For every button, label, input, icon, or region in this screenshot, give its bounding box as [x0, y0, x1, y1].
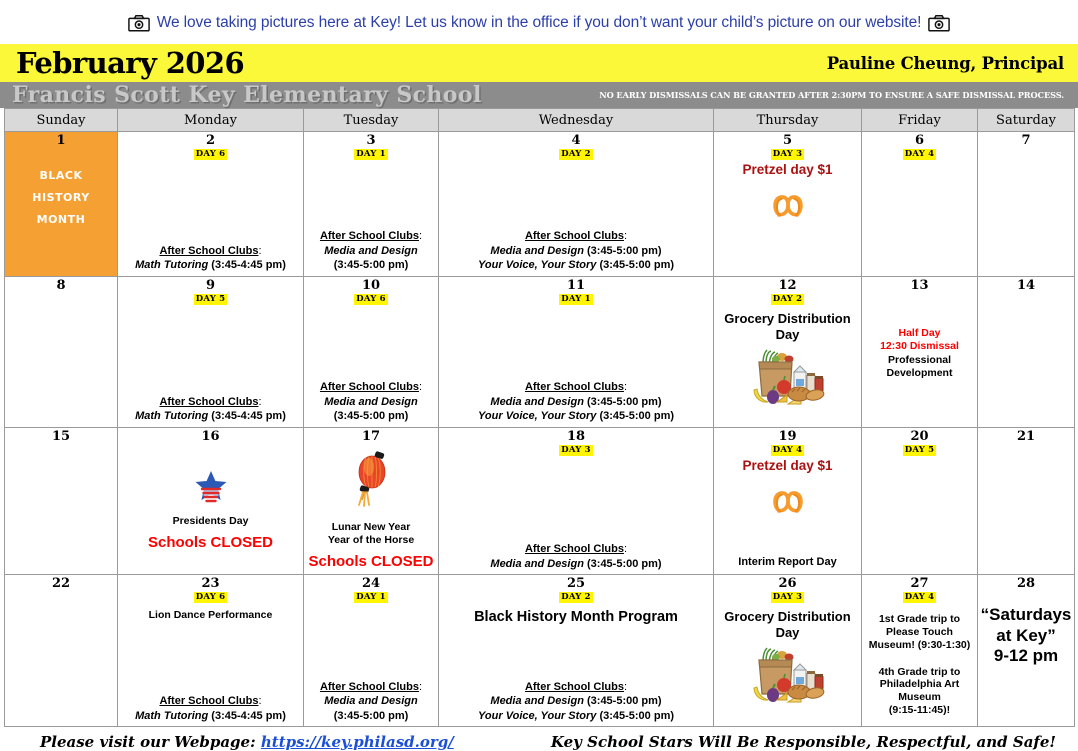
page-title: February 2026 — [16, 45, 245, 80]
pretzel-day-label: Pretzel day $1 — [742, 161, 833, 177]
calendar-day-cell-20[interactable] — [862, 428, 978, 575]
club-time: (3:45-5:00 pm) — [333, 410, 409, 423]
pretzel-icon — [771, 190, 805, 225]
camera-icon — [128, 14, 150, 32]
event-label: Lion Dance Performance — [148, 609, 273, 622]
day-number: 22 — [51, 576, 71, 592]
after-school-clubs-heading: After School Clubs — [524, 230, 624, 243]
clubs-colon: : — [418, 381, 423, 394]
calendar-day-cell-1[interactable] — [5, 132, 118, 277]
after-school-clubs-heading: After School Clubs — [524, 543, 624, 556]
weekday-header-row — [5, 109, 1075, 132]
day-number: 15 — [51, 429, 71, 444]
calendar-day-cell-28[interactable] — [978, 575, 1075, 727]
club-name: Media and Design — [490, 244, 584, 257]
calendar-day-cell-14[interactable] — [978, 277, 1075, 428]
calendar-day-cell-15[interactable] — [5, 428, 118, 575]
day-number: 12 — [778, 278, 797, 293]
club-entry — [121, 258, 300, 273]
day-number: 23 — [201, 576, 220, 592]
school-name: Francis Scott Key Elementary School — [12, 82, 482, 108]
calendar-day-cell-5[interactable] — [714, 132, 862, 277]
club-name: Math Tutoring — [135, 709, 209, 722]
calendar-grid — [4, 108, 1075, 727]
day-cycle-tag: DAY 3 — [772, 592, 803, 603]
day-number: 11 — [566, 278, 586, 293]
field-trip-line: Museum — [898, 691, 941, 704]
clubs-heading-row — [121, 395, 300, 410]
professional-development-label — [887, 354, 953, 380]
event-label — [328, 521, 414, 547]
half-day-line: Half Day — [898, 327, 941, 340]
after-school-clubs-heading: After School Clubs — [524, 680, 624, 693]
clubs-heading-row — [121, 694, 300, 709]
webpage-note — [40, 733, 454, 751]
bhm-line: black — [39, 165, 83, 184]
event-label: Grocery Distribution Day — [724, 310, 851, 342]
calendar-day-cell-19[interactable] — [714, 428, 862, 575]
after-school-clubs-block — [121, 244, 300, 273]
day-number: 26 — [778, 576, 797, 592]
professional-development-line: Professional — [887, 353, 952, 366]
clubs-colon: : — [623, 381, 628, 394]
calendar-day-cell-13[interactable] — [862, 277, 978, 428]
club-time: (3:45-4:45 pm) — [211, 709, 286, 722]
day-cycle-tag: DAY 5 — [195, 294, 226, 305]
club-name: Your Voice, Your Story — [477, 410, 597, 423]
day-cycle-tag: DAY 1 — [561, 294, 591, 305]
day-cycle-tag: DAY 3 — [772, 149, 803, 160]
half-day-line: 12:30 Dismissal — [880, 340, 959, 353]
interim-report-day-note: Interim Report Day — [738, 556, 837, 568]
clubs-heading-row — [307, 380, 435, 395]
event-line: Year of the Horse — [327, 534, 415, 547]
club-time: (3:45-4:45 pm) — [211, 410, 286, 423]
calendar-day-cell-7[interactable] — [978, 132, 1075, 277]
event-label: Grocery Distribution Day — [724, 609, 851, 640]
schools-closed-label: Schools CLOSED — [308, 552, 434, 570]
club-name: Math Tutoring — [135, 410, 209, 423]
month-title-bar — [0, 44, 1078, 82]
calendar-day-cell-8[interactable] — [5, 277, 118, 428]
club-time: (3:45-5:00 pm) — [333, 709, 409, 722]
calendar-day-cell-11[interactable] — [439, 277, 714, 428]
event-label — [981, 605, 1072, 666]
calendar-day-cell-24[interactable] — [304, 575, 439, 727]
after-school-clubs-block — [442, 680, 710, 724]
club-name: Media and Design — [490, 695, 584, 708]
clubs-heading-row — [307, 229, 435, 244]
calendar-day-cell-10[interactable] — [304, 277, 439, 428]
calendar-day-cell-4[interactable] — [439, 132, 714, 277]
after-school-clubs-heading: After School Clubs — [319, 381, 419, 394]
day-number: 25 — [566, 576, 586, 592]
field-trip-note — [879, 666, 961, 717]
day-cycle-tag: DAY 1 — [356, 149, 386, 160]
day-number: 9 — [205, 278, 216, 293]
school-name-bar — [0, 82, 1078, 108]
day-number: 8 — [56, 278, 66, 293]
clubs-colon: : — [258, 395, 262, 408]
day-number: 13 — [910, 278, 929, 293]
calendar-week-row — [5, 575, 1075, 727]
club-name: Media and Design — [490, 395, 584, 408]
day-number: 4 — [571, 133, 581, 148]
club-time: (3:45-5:00 pm) — [587, 395, 662, 408]
after-school-clubs-block — [442, 380, 710, 424]
day-cycle-tag: DAY 5 — [904, 445, 935, 456]
webpage-label: Please visit our Webpage: — [40, 733, 261, 751]
calendar-day-cell-6[interactable] — [862, 132, 978, 277]
club-entry — [121, 709, 300, 724]
field-trip-line: 4th Grade trip to — [878, 665, 961, 678]
after-school-clubs-heading: After School Clubs — [319, 680, 419, 693]
weekday-header-saturday: Saturday — [978, 109, 1075, 132]
clubs-heading-row — [442, 229, 710, 244]
day-cycle-tag: DAY 4 — [904, 149, 935, 160]
day-number: 5 — [782, 133, 793, 148]
after-school-clubs-block — [307, 229, 435, 273]
club-name: Your Voice, Your Story — [477, 709, 597, 722]
day-cycle-tag: DAY 6 — [356, 294, 386, 305]
weekday-header-friday: Friday — [862, 109, 978, 132]
day-number: 28 — [1016, 576, 1036, 592]
club-entry — [442, 557, 710, 572]
event-line: at Key” — [996, 625, 1056, 645]
photo-notice-banner — [0, 0, 1078, 44]
club-entry — [307, 395, 435, 424]
event-line: Lunar New Year — [331, 521, 411, 534]
page-footer — [0, 727, 1078, 751]
club-entry — [307, 244, 435, 273]
calendar-week-row — [5, 277, 1075, 428]
club-time: (3:45-5:00 pm) — [587, 695, 662, 708]
after-school-clubs-heading: After School Clubs — [159, 695, 259, 708]
calendar-day-cell-16[interactable] — [118, 428, 304, 575]
after-school-clubs-heading: After School Clubs — [319, 230, 419, 243]
club-name: Math Tutoring — [135, 259, 209, 272]
grocery-bag-icon — [751, 348, 825, 411]
club-entry — [442, 709, 710, 724]
event-line: 9-12 pm — [993, 646, 1059, 666]
day-number: 19 — [778, 429, 797, 444]
club-entry — [442, 258, 710, 273]
calendar-day-cell-12[interactable] — [714, 277, 862, 428]
field-trip-line: Museum! (9:30-1:30) — [868, 638, 971, 651]
field-trip-line: (9:15-11:45)! — [888, 703, 951, 716]
clubs-heading-row — [442, 380, 710, 395]
weekday-header-wednesday: Wednesday — [439, 109, 714, 132]
club-time: (3:45-5:00 pm) — [587, 244, 662, 257]
day-number: 27 — [910, 576, 929, 592]
club-entry — [442, 244, 710, 259]
calendar-day-cell-3[interactable] — [304, 132, 439, 277]
day-cycle-tag: DAY 6 — [195, 592, 226, 603]
clubs-colon: : — [418, 680, 423, 693]
club-time: (3:45-5:00 pm) — [587, 557, 662, 570]
event-label: Presidents Day — [172, 515, 249, 528]
field-trip-note — [869, 613, 971, 651]
clubs-colon: : — [623, 230, 628, 243]
pretzel-icon — [771, 486, 805, 521]
day-number: 1 — [56, 133, 66, 148]
calendar-day-cell-25[interactable] — [439, 575, 714, 727]
clubs-colon: : — [623, 680, 628, 693]
calendar-day-cell-27[interactable] — [862, 575, 978, 727]
day-number: 10 — [361, 278, 381, 293]
day-cycle-tag: DAY 2 — [772, 294, 803, 305]
after-school-clubs-block — [442, 229, 710, 273]
club-entry — [442, 694, 710, 709]
after-school-clubs-block — [121, 395, 300, 424]
camera-icon — [928, 14, 950, 32]
day-cycle-tag: DAY 6 — [195, 149, 226, 160]
club-entry — [121, 409, 300, 424]
calendar-day-cell-18[interactable] — [439, 428, 714, 575]
grocery-bag-icon — [751, 646, 825, 709]
calendar-day-cell-9[interactable] — [118, 277, 304, 428]
day-number: 18 — [566, 429, 586, 444]
school-motto: Key School Stars Will Be Responsible, Respectful, and Safe! — [550, 733, 1056, 751]
club-time: (3:45-4:45 pm) — [211, 259, 286, 272]
club-time: (3:45-5:00 pm) — [599, 410, 675, 423]
after-school-clubs-block — [121, 694, 300, 723]
day-number: 2 — [205, 133, 216, 148]
chinese-lantern-icon — [350, 448, 392, 515]
calendar-day-cell-23[interactable] — [118, 575, 304, 727]
weekday-header-thursday: Thursday — [714, 109, 862, 132]
field-trip-line: 1st Grade trip to — [878, 613, 961, 626]
club-entry — [442, 409, 710, 424]
clubs-heading-row — [307, 680, 435, 695]
field-trip-line: Please Touch — [886, 625, 953, 638]
club-time: (3:45-5:00 pm) — [599, 259, 675, 272]
bhm-line: month — [36, 208, 86, 227]
weekday-header-tuesday: Tuesday — [304, 109, 439, 132]
day-number: 17 — [361, 429, 381, 444]
club-name: Media and Design — [324, 395, 418, 408]
calendar-week-row — [5, 428, 1075, 575]
club-name: Your Voice, Your Story — [477, 259, 597, 272]
day-number: 14 — [1016, 278, 1036, 293]
webpage-link[interactable]: https://key.philasd.org/ — [260, 733, 454, 751]
club-entry — [307, 694, 435, 723]
club-time: (3:45-5:00 pm) — [333, 259, 409, 272]
professional-development-line: Development — [886, 366, 953, 379]
day-number: 7 — [1021, 133, 1031, 148]
day-cycle-tag: DAY 4 — [772, 445, 803, 456]
after-school-clubs-block — [307, 380, 435, 424]
clubs-colon: : — [623, 543, 628, 556]
day-number: 3 — [366, 133, 376, 148]
after-school-clubs-heading: After School Clubs — [159, 395, 259, 408]
photo-notice-text: We love taking pictures here at Key! Let us know in the office if you don’t want your child’s picture on our website! — [156, 14, 922, 31]
calendar-day-cell-2[interactable] — [118, 132, 304, 277]
weekday-header-sunday: Sunday — [5, 109, 118, 132]
club-time: (3:45-5:00 pm) — [599, 709, 675, 722]
day-cycle-tag: DAY 2 — [561, 149, 591, 160]
dismissal-policy-note: NO EARLY DISMISSALS CAN BE GRANTED AFTER 2:30PM TO ENSURE A SAFE DISMISSAL PROCESS. — [599, 90, 1064, 100]
day-number: 21 — [1016, 429, 1036, 444]
after-school-clubs-block — [307, 680, 435, 724]
us-flag-star-icon — [192, 470, 230, 509]
day-number: 24 — [361, 576, 381, 592]
half-day-label — [880, 327, 959, 353]
calendar-day-cell-21[interactable] — [978, 428, 1075, 575]
calendar-week-row — [5, 132, 1075, 277]
clubs-heading-row — [442, 680, 710, 695]
schools-closed-label: Schools CLOSED — [147, 534, 274, 552]
clubs-heading-row — [121, 244, 300, 259]
club-name: Media and Design — [324, 244, 418, 257]
field-trip-line: Philadelphia Art — [879, 678, 960, 691]
clubs-colon: : — [418, 230, 423, 243]
calendar-day-cell-22[interactable] — [5, 575, 118, 727]
day-cycle-tag: DAY 3 — [561, 445, 591, 456]
black-history-month-label — [32, 164, 89, 229]
day-cycle-tag: DAY 4 — [904, 592, 935, 603]
clubs-colon: : — [258, 695, 262, 708]
pretzel-day-label: Pretzel day $1 — [742, 457, 833, 473]
day-number: 20 — [910, 429, 929, 444]
after-school-clubs-block — [442, 542, 710, 571]
club-name: Media and Design — [324, 695, 418, 708]
clubs-heading-row — [442, 542, 710, 557]
after-school-clubs-heading: After School Clubs — [524, 381, 624, 394]
principal-name: Pauline Cheung, Principal — [826, 53, 1064, 73]
club-entry — [442, 395, 710, 410]
club-name: Media and Design — [490, 557, 584, 570]
event-label: Black History Month Program — [474, 609, 678, 626]
clubs-colon: : — [258, 244, 262, 257]
calendar-day-cell-17[interactable] — [304, 428, 439, 575]
day-number: 16 — [201, 429, 220, 444]
day-cycle-tag: DAY 2 — [561, 592, 591, 603]
day-number: 6 — [914, 133, 925, 148]
bhm-line: history — [32, 187, 90, 206]
weekday-header-monday: Monday — [118, 109, 304, 132]
calendar-day-cell-26[interactable] — [714, 575, 862, 727]
day-cycle-tag: DAY 1 — [356, 592, 386, 603]
event-line: “Saturdays — [980, 605, 1072, 625]
after-school-clubs-heading: After School Clubs — [159, 244, 259, 257]
